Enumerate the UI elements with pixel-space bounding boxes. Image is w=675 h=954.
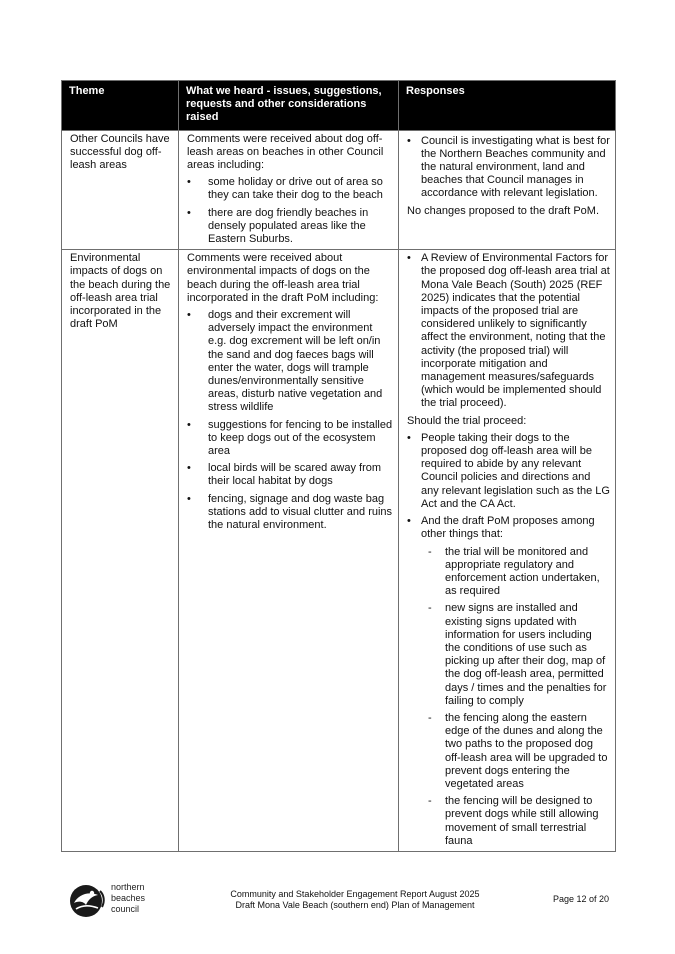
list-item: • Council is investigating what is best for the Northern Beaches community and the natural environment, land and beaches that Council manages in accordance with relevant legislation.	[407, 135, 610, 201]
header-responses: Responses	[399, 81, 616, 131]
row2-resp-list-a	[407, 252, 610, 410]
footer-line-1: Community and Stakeholder Engagement Report August 2025	[230, 889, 480, 899]
row1-heard	[179, 130, 399, 250]
council-logo-text	[111, 882, 145, 915]
row2-resp-mid: Should the trial proceed:	[407, 414, 527, 427]
row1-responses	[399, 130, 616, 250]
row2-resp-list-b	[407, 432, 610, 848]
header-theme: Theme	[62, 81, 179, 131]
list-item: • there are dog friendly beaches in densely populated areas like the Eastern Suburbs.	[187, 207, 393, 247]
row2-resp-bullet3-text: And the draft PoM proposes among other things that:	[421, 515, 595, 541]
footer-document-title	[190, 889, 520, 911]
list-item	[407, 515, 610, 848]
list-item: • local birds will be scared away from their local habitat by dogs	[187, 462, 393, 488]
row1-resp-after: No changes proposed to the draft PoM.	[407, 204, 600, 217]
row1-heard-intro: Comments were received about dog off-leash areas on beaches in other Council areas including:	[187, 132, 384, 172]
list-item: - the fencing will be designed to prevent dogs while still allowing movement of small terrestrial fauna	[421, 795, 610, 848]
row1-resp-list	[407, 135, 610, 201]
page-footer	[0, 878, 675, 928]
responses-table	[61, 80, 616, 852]
row1-theme: Other Councils have successful dog off-leash areas	[62, 130, 179, 250]
list-item: • A Review of Environmental Factors for the proposed dog off-leash area trial at Mona Vale Beach (South) 2025 (REF 2025) indicates that the potential impacts of the proposed trial are considered unlikely to significantly affect the environment, noting that the activity (the proposed trial) will incorporate mitigation and management measures/safeguards (which would be implemented should the trial proceed).	[407, 252, 610, 410]
logo-line: northern	[111, 882, 145, 892]
row2-heard-list	[187, 309, 393, 532]
table-header-row	[62, 81, 616, 131]
council-logo-icon	[66, 881, 110, 919]
row2-heard	[179, 250, 399, 852]
logo-line: council	[111, 904, 140, 914]
row2-resp-dash-list	[421, 546, 610, 848]
table-row	[62, 250, 616, 852]
list-item: • People taking their dogs to the proposed dog off-leash area will be required to abide by any relevant Council policies and directions and any relevant legislation such as the LG Act and the CA Act.	[407, 432, 610, 511]
row1-heard-list	[187, 176, 393, 246]
table-row	[62, 130, 616, 250]
list-item: • suggestions for fencing to be installed to keep dogs out of the ecosystem area	[187, 419, 393, 459]
header-what-we-heard: What we heard - issues, suggestions, requests and other considerations raised	[179, 81, 399, 131]
footer-line-2: Draft Mona Vale Beach (southern end) Plan of Management	[235, 900, 475, 910]
list-item: • fencing, signage and dog waste bag stations add to visual clutter and ruins the natural environment.	[187, 493, 393, 533]
row2-heard-intro: Comments were received about environmental impacts of dogs on the beach during the off-leash area trial incorporated in the draft PoM including:	[187, 252, 379, 304]
row2-theme: Environmental impacts of dogs on the beach during the off-leash area trial incorporated in the draft PoM	[62, 250, 179, 852]
logo-line: beaches	[111, 893, 146, 903]
list-item: - the fencing along the eastern edge of the dunes and along the two paths to the proposed dog off-leash area will be upgraded to prevent dogs entering the vegetated areas	[421, 712, 610, 791]
list-item: - new signs are installed and existing signs updated with information for users including the conditions of use such as picking up after their dog, map of the dog off-leash area, permitted days / times and the penalties for failing to comply	[421, 602, 610, 708]
row2-responses	[399, 250, 616, 852]
list-item: • some holiday or drive out of area so they can take their dog to the beach	[187, 176, 393, 202]
list-item: • dogs and their excrement will adversely impact the environment e.g. dog excrement will be left on/in the sand and dog faeces bags will enter the water, dogs will trample dunes/environmentally sensitive areas, disturb native vegetation and stress wildlife	[187, 309, 393, 415]
page-number: Page 12 of 20	[552, 894, 609, 904]
list-item: - the trial will be monitored and appropriate regulatory and enforcement action undertaken, as required	[421, 546, 610, 599]
